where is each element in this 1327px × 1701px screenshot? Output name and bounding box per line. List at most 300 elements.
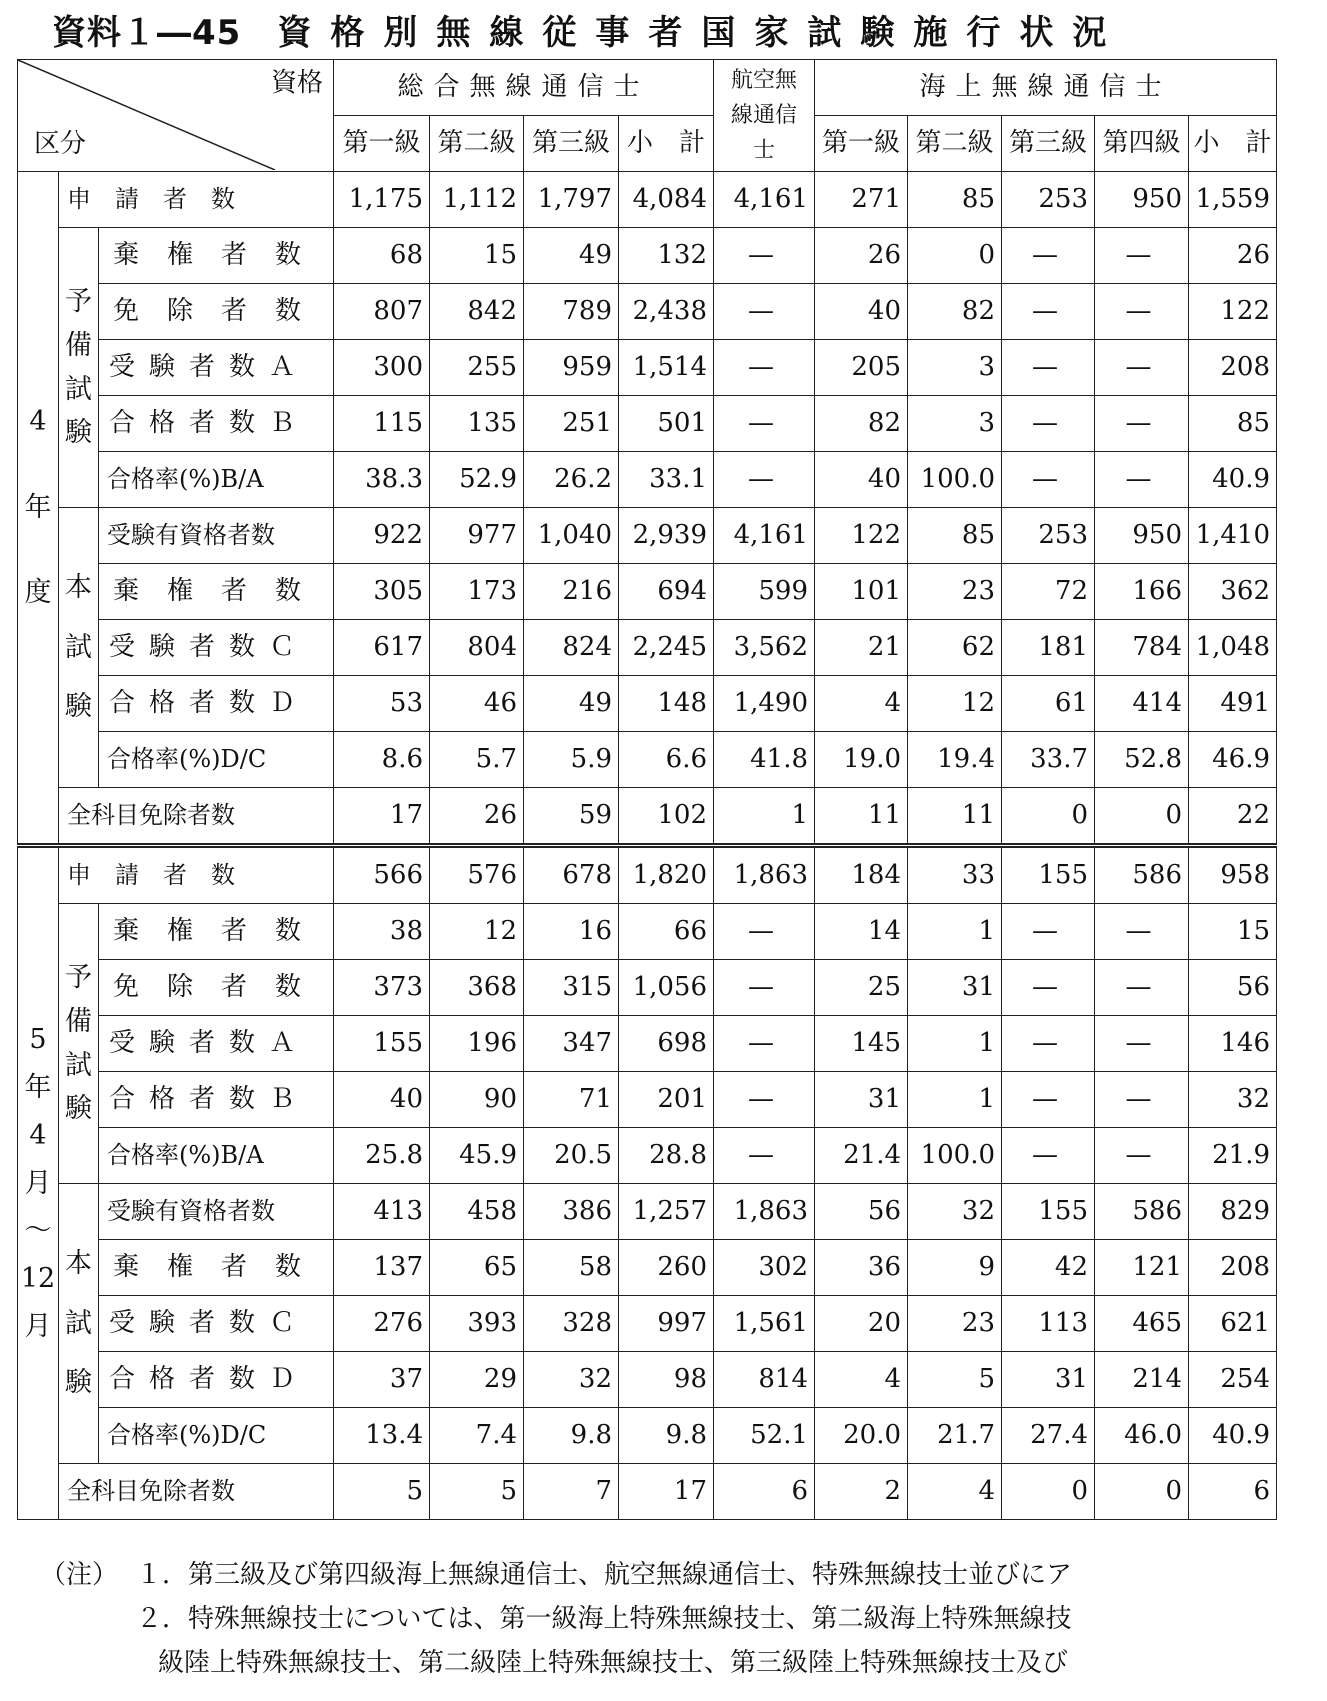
table-cell: 53: [334, 676, 430, 732]
table-cell: 122: [1189, 284, 1277, 340]
table-cell: 31: [908, 960, 1002, 1016]
table-cell: 155: [1002, 846, 1095, 904]
table-cell: 46: [430, 676, 524, 732]
table-cell: 1: [714, 788, 815, 846]
table-cell: 37: [334, 1352, 430, 1408]
table-cell: 82: [908, 284, 1002, 340]
table-cell: 253: [1002, 508, 1095, 564]
table-cell: 300: [334, 340, 430, 396]
section-char: 試: [65, 1307, 92, 1339]
table-cell: 9.8: [524, 1408, 619, 1464]
table-cell: 11: [908, 788, 1002, 846]
table-cell: 121: [1095, 1240, 1189, 1296]
table-cell: 922: [334, 508, 430, 564]
table-cell: 32: [1189, 1072, 1277, 1128]
main-exam-label: [59, 1184, 99, 1464]
table-cell: 950: [1095, 508, 1189, 564]
table-cell: 586: [1095, 1184, 1189, 1240]
period-char: 年: [24, 491, 52, 523]
section-char: 験: [65, 1093, 92, 1125]
table-cell: 784: [1095, 620, 1189, 676]
table-cell: 82: [815, 396, 908, 452]
row-label: 受験者数Ａ: [99, 1016, 334, 1072]
table-cell: 45.9: [430, 1128, 524, 1184]
table-cell: —: [1095, 228, 1189, 284]
table-cell: 501: [619, 396, 714, 452]
section-char: 備: [65, 1005, 92, 1037]
table-cell: 6: [714, 1464, 815, 1520]
table-cell: 386: [524, 1184, 619, 1240]
table-cell: 5: [334, 1464, 430, 1520]
table-cell: 2,939: [619, 508, 714, 564]
table-cell: 46.9: [1189, 732, 1277, 788]
table-cell: 2,438: [619, 284, 714, 340]
row-label: 合格者数Ｂ: [99, 396, 334, 452]
table-cell: 824: [524, 620, 619, 676]
table-cell: 3: [908, 340, 1002, 396]
table-cell: —: [1095, 1016, 1189, 1072]
table-cell: —: [1002, 904, 1095, 960]
table-cell: 12: [908, 676, 1002, 732]
table-cell: 85: [908, 508, 1002, 564]
col-header: 小 計: [619, 116, 714, 172]
table-cell: 1,863: [714, 1184, 815, 1240]
section-char: 試: [65, 373, 92, 405]
row-label: 棄権者数: [99, 564, 334, 620]
table-cell: 5: [430, 1464, 524, 1520]
table-cell: 42: [1002, 1240, 1095, 1296]
table-cell: 9: [908, 1240, 1002, 1296]
table-row: [18, 846, 1277, 904]
table-row: [18, 396, 1277, 452]
table-cell: 16: [524, 904, 619, 960]
table-cell: 1,820: [619, 846, 714, 904]
table-cell: 135: [430, 396, 524, 452]
table-cell: —: [1002, 1016, 1095, 1072]
table-cell: —: [714, 1128, 815, 1184]
section-char: 予: [65, 286, 92, 317]
table-cell: 977: [430, 508, 524, 564]
row-label: 棄権者数: [99, 1240, 334, 1296]
table-cell: 23: [908, 1296, 1002, 1352]
table-cell: —: [714, 960, 815, 1016]
table-cell: —: [1002, 1128, 1095, 1184]
row-label: 合格者数Ｄ: [99, 1352, 334, 1408]
table-cell: 19.0: [815, 732, 908, 788]
table-row: [18, 788, 1277, 846]
table-cell: 28.8: [619, 1128, 714, 1184]
table-cell: 1,797: [524, 172, 619, 228]
table-cell: 62: [908, 620, 1002, 676]
col-header: 第一級: [334, 116, 430, 172]
table-cell: —: [1002, 284, 1095, 340]
period-label: [18, 846, 59, 1520]
table-cell: 465: [1095, 1296, 1189, 1352]
table-cell: 8.6: [334, 732, 430, 788]
table-cell: 1,257: [619, 1184, 714, 1240]
title-name: 資格別無線従事者国家試験施行状況: [277, 13, 1126, 53]
table-cell: —: [1002, 1072, 1095, 1128]
table-cell: 46.0: [1095, 1408, 1189, 1464]
table-cell: 566: [334, 846, 430, 904]
table-cell: 814: [714, 1352, 815, 1408]
table-cell: 216: [524, 564, 619, 620]
table-cell: 25: [815, 960, 908, 1016]
table-cell: 271: [815, 172, 908, 228]
table-cell: 829: [1189, 1184, 1277, 1240]
period-char: 4: [29, 1119, 47, 1151]
table-cell: 13.4: [334, 1408, 430, 1464]
section-char: 試: [65, 1049, 92, 1081]
table-cell: 315: [524, 960, 619, 1016]
row-label: 免除者数: [99, 284, 334, 340]
table-cell: 5.9: [524, 732, 619, 788]
table-cell: 599: [714, 564, 815, 620]
table-row: [18, 228, 1277, 284]
table-cell: 251: [524, 396, 619, 452]
row-label: 受験者数Ｃ: [99, 620, 334, 676]
table-cell: 1,863: [714, 846, 815, 904]
table-cell: 586: [1095, 846, 1189, 904]
table-cell: —: [714, 1072, 815, 1128]
table-cell: 17: [334, 788, 430, 846]
table-cell: 1,048: [1189, 620, 1277, 676]
table-cell: 33: [908, 846, 1002, 904]
row-label: 受験者数Ａ: [99, 340, 334, 396]
table-cell: 40: [815, 284, 908, 340]
table-cell: 33.7: [1002, 732, 1095, 788]
table-cell: 1,490: [714, 676, 815, 732]
row-label: 全科目免除者数: [59, 788, 334, 846]
table-cell: 255: [430, 340, 524, 396]
table-cell: 1,559: [1189, 172, 1277, 228]
table-cell: —: [1002, 228, 1095, 284]
table-cell: 85: [908, 172, 1002, 228]
table-cell: 100.0: [908, 1128, 1002, 1184]
table-cell: 90: [430, 1072, 524, 1128]
table-cell: 214: [1095, 1352, 1189, 1408]
document-title: [52, 8, 1312, 58]
table-cell: 1,561: [714, 1296, 815, 1352]
period-char: 12: [20, 1263, 56, 1295]
table-row: [18, 1296, 1277, 1352]
table-cell: 1,410: [1189, 508, 1277, 564]
row-label: 合格率(%)D/C: [99, 1408, 334, 1464]
table-cell: 458: [430, 1184, 524, 1240]
table-cell: —: [1095, 284, 1189, 340]
table-cell: 1: [908, 1072, 1002, 1128]
col-header: 第三級: [524, 116, 619, 172]
table-cell: —: [714, 284, 815, 340]
table-cell: —: [1095, 1072, 1189, 1128]
table-cell: —: [714, 904, 815, 960]
table-cell: —: [1002, 340, 1095, 396]
table-cell: 9.8: [619, 1408, 714, 1464]
table-cell: 25.8: [334, 1128, 430, 1184]
preliminary-exam-label: [59, 228, 99, 508]
corner-header-cell: [18, 60, 334, 172]
table-cell: 100.0: [908, 452, 1002, 508]
row-label: 免除者数: [99, 960, 334, 1016]
table-cell: 4: [815, 1352, 908, 1408]
table-cell: 201: [619, 1072, 714, 1128]
table-cell: 576: [430, 846, 524, 904]
row-label: 受験有資格者数: [99, 508, 334, 564]
table-cell: —: [1002, 396, 1095, 452]
table-cell: 617: [334, 620, 430, 676]
section-char: 試: [65, 631, 92, 663]
period-char: 月: [24, 1167, 52, 1199]
table-cell: 253: [1002, 172, 1095, 228]
table-cell: 85: [1189, 396, 1277, 452]
table-cell: —: [1095, 396, 1189, 452]
table-cell: 61: [1002, 676, 1095, 732]
table-cell: 393: [430, 1296, 524, 1352]
table-row: [18, 1464, 1277, 1520]
row-label: 棄権者数: [99, 904, 334, 960]
table-cell: 71: [524, 1072, 619, 1128]
table-row: [18, 1408, 1277, 1464]
table-cell: 41.8: [714, 732, 815, 788]
col-header: 第四級: [1095, 116, 1189, 172]
note-line-1: １．第三級及び第四級海上無線通信士、航空無線通信士、特殊無線技士並びにア: [136, 1560, 1073, 1590]
table-row: [18, 172, 1277, 228]
table-cell: 26: [1189, 228, 1277, 284]
table-cell: 15: [430, 228, 524, 284]
group-header-koku: [714, 60, 815, 172]
table-cell: 4: [908, 1464, 1002, 1520]
table-cell: 678: [524, 846, 619, 904]
table-cell: 40: [334, 1072, 430, 1128]
table-cell: —: [1002, 452, 1095, 508]
notes-head: （注）: [40, 1560, 119, 1590]
table-cell: 20.5: [524, 1128, 619, 1184]
table-cell: 40.9: [1189, 452, 1277, 508]
table-cell: 40.9: [1189, 1408, 1277, 1464]
table-cell: 958: [1189, 846, 1277, 904]
table-row: [18, 340, 1277, 396]
table-cell: 155: [1002, 1184, 1095, 1240]
table-cell: —: [714, 340, 815, 396]
table-cell: 368: [430, 960, 524, 1016]
table-cell: 413: [334, 1184, 430, 1240]
table-row: [18, 1072, 1277, 1128]
table-cell: 22: [1189, 788, 1277, 846]
table-cell: 1: [908, 1016, 1002, 1072]
table-cell: 205: [815, 340, 908, 396]
table-cell: —: [714, 1016, 815, 1072]
table-cell: 49: [524, 228, 619, 284]
table-cell: 38.3: [334, 452, 430, 508]
table-cell: —: [1095, 452, 1189, 508]
table-cell: 196: [430, 1016, 524, 1072]
note-line-2: ２．特殊無線技士については、第一級海上特殊無線技士、第二級海上特殊無線技: [136, 1604, 1072, 1634]
group-header-kaijo: 海上無線通信士: [815, 60, 1277, 116]
table-cell: 328: [524, 1296, 619, 1352]
table-cell: 32: [908, 1184, 1002, 1240]
table-cell: 38: [334, 904, 430, 960]
table-cell: 31: [1002, 1352, 1095, 1408]
table-cell: 21.4: [815, 1128, 908, 1184]
table-cell: 14: [815, 904, 908, 960]
table-cell: 208: [1189, 1240, 1277, 1296]
table-cell: 4,161: [714, 172, 815, 228]
preliminary-exam-label: [59, 904, 99, 1184]
table-cell: 789: [524, 284, 619, 340]
table-row: [18, 1128, 1277, 1184]
table-cell: 27.4: [1002, 1408, 1095, 1464]
row-label: 受験有資格者数: [99, 1184, 334, 1240]
table-cell: 181: [1002, 620, 1095, 676]
table-cell: 56: [815, 1184, 908, 1240]
table-row: [18, 1016, 1277, 1072]
col-header: 第一級: [815, 116, 908, 172]
table-cell: 21: [815, 620, 908, 676]
row-label: 合格率(%)B/A: [99, 452, 334, 508]
table-cell: 842: [430, 284, 524, 340]
section-char: 予: [65, 962, 92, 993]
table-cell: 68: [334, 228, 430, 284]
table-cell: 146: [1189, 1016, 1277, 1072]
table-cell: 26: [430, 788, 524, 846]
row-label: 申 請 者 数: [59, 846, 334, 904]
table-row: [18, 452, 1277, 508]
table-cell: 4: [815, 676, 908, 732]
section-char: 本: [65, 571, 92, 603]
row-label: 棄権者数: [99, 228, 334, 284]
table-cell: —: [1095, 340, 1189, 396]
table-cell: 1,175: [334, 172, 430, 228]
period-char: 5: [29, 1024, 47, 1056]
table-cell: 26: [815, 228, 908, 284]
period-char: 年: [24, 1072, 52, 1104]
table-cell: 1,056: [619, 960, 714, 1016]
table-row: [18, 284, 1277, 340]
table-cell: 15: [1189, 904, 1277, 960]
table-cell: 4,161: [714, 508, 815, 564]
table-cell: 155: [334, 1016, 430, 1072]
table-row: [18, 676, 1277, 732]
table-row: [18, 960, 1277, 1016]
row-label: 合格者数Ｂ: [99, 1072, 334, 1128]
table-cell: 1,040: [524, 508, 619, 564]
table-cell: 950: [1095, 172, 1189, 228]
section-char: 験: [65, 417, 92, 449]
table-cell: 36: [815, 1240, 908, 1296]
table-cell: 11: [815, 788, 908, 846]
table-cell: 694: [619, 564, 714, 620]
section-char: 験: [65, 1367, 92, 1399]
table-cell: 40: [815, 452, 908, 508]
table-cell: 113: [1002, 1296, 1095, 1352]
table-cell: 137: [334, 1240, 430, 1296]
table-cell: 3,562: [714, 620, 815, 676]
row-label: 全科目免除者数: [59, 1464, 334, 1520]
table-cell: 373: [334, 960, 430, 1016]
table-cell: 23: [908, 564, 1002, 620]
table-cell: 52.1: [714, 1408, 815, 1464]
table-cell: 3: [908, 396, 1002, 452]
table-cell: 122: [815, 508, 908, 564]
period-char: 〜: [24, 1215, 52, 1247]
period-char: 4: [29, 405, 47, 437]
table-cell: —: [1095, 1128, 1189, 1184]
table-cell: 148: [619, 676, 714, 732]
table-cell: 0: [1002, 1464, 1095, 1520]
main-exam-label: [59, 508, 99, 788]
group-header-sogo: 総合無線通信士: [334, 60, 714, 116]
table-cell: 414: [1095, 676, 1189, 732]
table-cell: 21.9: [1189, 1128, 1277, 1184]
col-header: 小 計: [1189, 116, 1277, 172]
table-cell: 12: [430, 904, 524, 960]
table-cell: 102: [619, 788, 714, 846]
table-cell: 959: [524, 340, 619, 396]
section-char: 験: [65, 691, 92, 723]
table-cell: 65: [430, 1240, 524, 1296]
period-char: 月: [24, 1310, 52, 1342]
table-cell: —: [714, 396, 815, 452]
table-cell: 1,514: [619, 340, 714, 396]
table-cell: 29: [430, 1352, 524, 1408]
table-cell: 0: [908, 228, 1002, 284]
table-cell: 52.8: [1095, 732, 1189, 788]
corner-qualification-label: 資格: [271, 68, 324, 98]
section-char: 備: [65, 329, 92, 361]
table-row: [18, 564, 1277, 620]
table-cell: 260: [619, 1240, 714, 1296]
table-cell: 58: [524, 1240, 619, 1296]
note-line-3: 級陸上特殊無線技士、第二級陸上特殊無線技士、第三級陸上特殊無線技士及び: [158, 1648, 1069, 1678]
table-row: [18, 1184, 1277, 1240]
exam-statistics-table: [17, 59, 1277, 1520]
table-cell: 276: [334, 1296, 430, 1352]
table-cell: 49: [524, 676, 619, 732]
table-cell: —: [1095, 904, 1189, 960]
table-cell: 33.1: [619, 452, 714, 508]
table-cell: 20.0: [815, 1408, 908, 1464]
row-label: 申 請 者 数: [59, 172, 334, 228]
table-cell: 305: [334, 564, 430, 620]
table-cell: 2,245: [619, 620, 714, 676]
table-cell: 32: [524, 1352, 619, 1408]
table-cell: 5: [908, 1352, 1002, 1408]
table-cell: 101: [815, 564, 908, 620]
table-cell: 362: [1189, 564, 1277, 620]
table-cell: 208: [1189, 340, 1277, 396]
table-cell: 173: [430, 564, 524, 620]
table-cell: 17: [619, 1464, 714, 1520]
table-cell: 4,084: [619, 172, 714, 228]
row-label: 受験者数Ｃ: [99, 1296, 334, 1352]
table-cell: 98: [619, 1352, 714, 1408]
table-cell: 347: [524, 1016, 619, 1072]
table-cell: 6: [1189, 1464, 1277, 1520]
table-cell: 20: [815, 1296, 908, 1352]
table-cell: —: [1002, 960, 1095, 1016]
table-cell: 804: [430, 620, 524, 676]
row-label: 合格率(%)D/C: [99, 732, 334, 788]
group-header-koku-text: 航空無線通信士: [731, 67, 798, 164]
table-cell: 115: [334, 396, 430, 452]
table-cell: 19.4: [908, 732, 1002, 788]
table-cell: —: [714, 228, 815, 284]
table-cell: 5.7: [430, 732, 524, 788]
table-cell: —: [714, 452, 815, 508]
col-header: 第二級: [908, 116, 1002, 172]
table-cell: 1,112: [430, 172, 524, 228]
table-cell: 132: [619, 228, 714, 284]
